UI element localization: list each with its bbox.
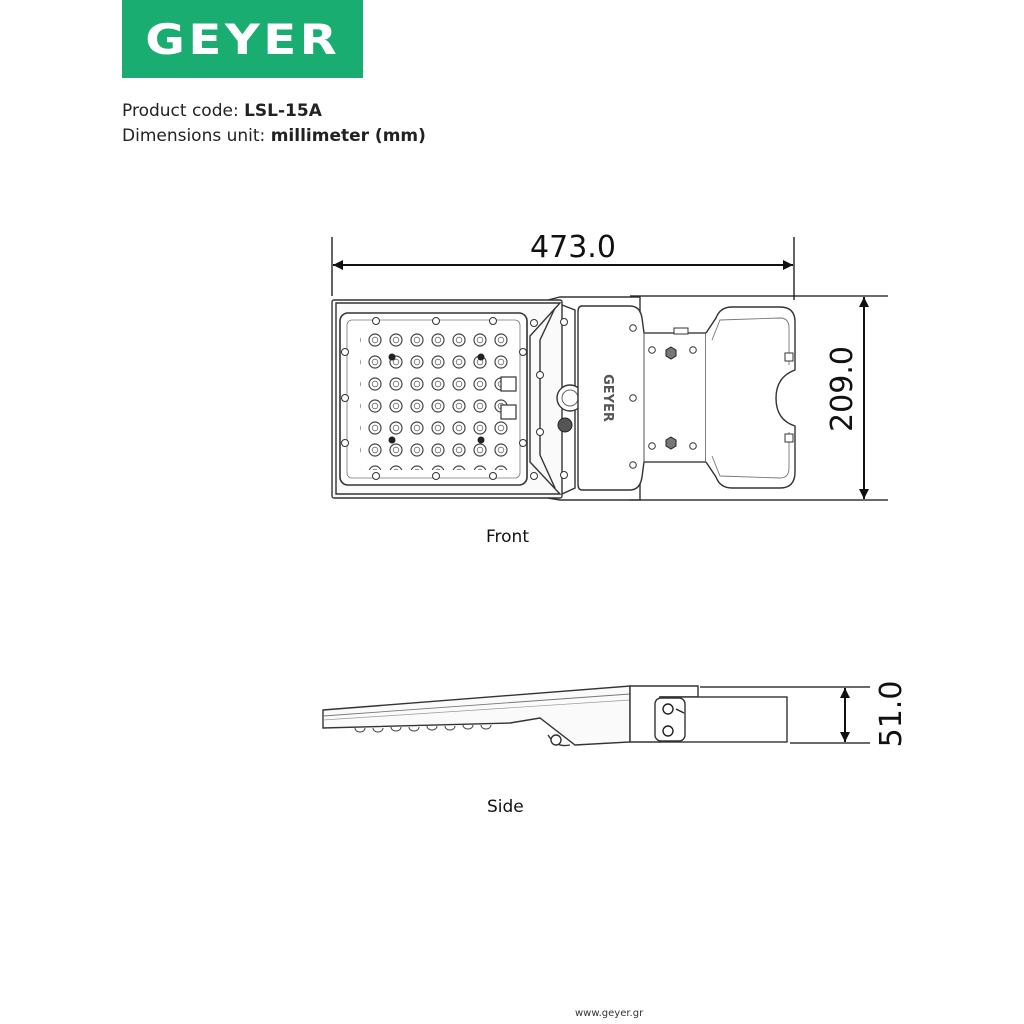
front-view — [332, 230, 888, 500]
dimensions-unit-label: Dimensions unit: — [122, 126, 266, 146]
side-view-caption: Side — [487, 797, 524, 817]
width-dimension — [332, 230, 794, 300]
driver-compartment — [578, 306, 706, 490]
side-height-dimension-label: 51.0 — [874, 680, 909, 748]
width-dimension-label: 473.0 — [530, 230, 616, 265]
dimensions-unit-value: millimeter (mm) — [270, 126, 426, 146]
side-view — [323, 681, 909, 748]
product-code-label: Product code: — [122, 101, 239, 121]
front-view-caption: Front — [486, 527, 529, 547]
footer-website: www.geyer.gr — [575, 1008, 644, 1019]
luminaire-profile — [323, 686, 787, 746]
brand-logo-text: GEYER — [144, 14, 341, 64]
pole-mount — [706, 307, 795, 488]
housing-brand-marking: GEYER — [600, 374, 615, 422]
height-dimension-label: 209.0 — [825, 346, 860, 432]
product-code-value: LSL-15A — [244, 101, 322, 121]
